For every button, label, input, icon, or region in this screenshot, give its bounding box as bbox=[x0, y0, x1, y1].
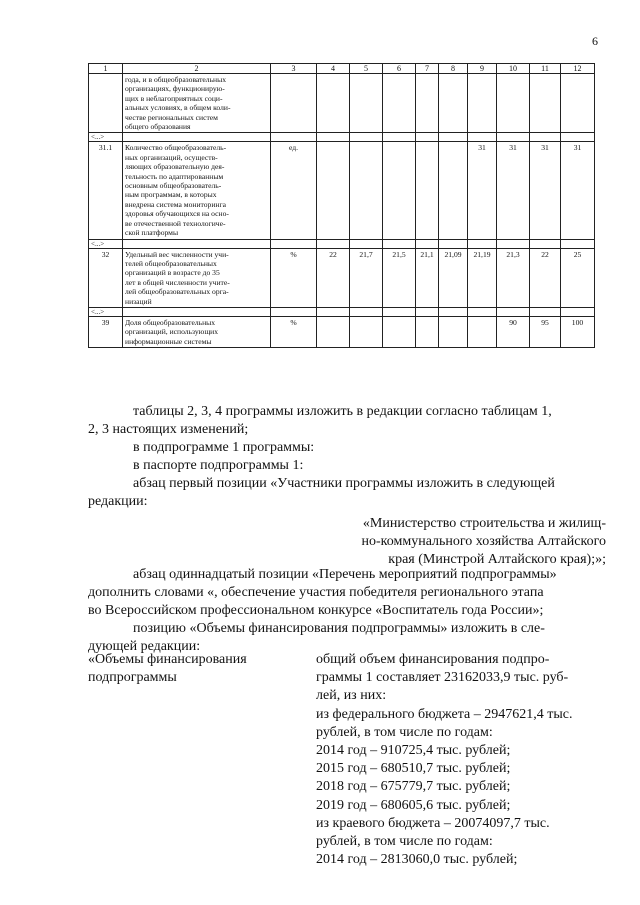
value-cell: 21,7 bbox=[350, 248, 383, 307]
indicators-table bbox=[88, 63, 595, 348]
indicator-text: Количество общеобразователь- ных организаций, осуществ- ляющих образовательную дея- тельность по адаптированным основным общеобразователь- ным программам, в которых внедрена система мониторинга здоровья обучающихся на осно- ве отечественной технологиче- ской платформы bbox=[123, 142, 271, 239]
paragraph-participants-cont: редакции: bbox=[88, 494, 148, 509]
header-cell: 2 bbox=[123, 64, 271, 74]
header-cell: 5 bbox=[350, 64, 383, 74]
header-cell: 11 bbox=[530, 64, 561, 74]
value-cell: 21,19 bbox=[468, 248, 497, 307]
header-cell: 6 bbox=[383, 64, 416, 74]
table-row bbox=[89, 74, 595, 133]
paragraph-eleventh: абзац одиннадцатый позиции «Перечень мероприятий подпрограммы» bbox=[133, 567, 557, 582]
paragraph-tables-cont: 2, 3 настоящих изменений; bbox=[88, 422, 249, 437]
unit-cell: ед. bbox=[271, 142, 317, 239]
header-cell: 8 bbox=[439, 64, 468, 74]
table-gap-row bbox=[89, 133, 595, 142]
financing-label: «Объемы финансирования подпрограммы bbox=[88, 652, 247, 686]
unit-cell: % bbox=[271, 248, 317, 307]
value-cell: 31 bbox=[468, 142, 497, 239]
value-cell: 21,1 bbox=[416, 248, 439, 307]
quote-block: «Министерство строительства и жилищ- но-коммунального хозяйства Алтайского края (Минстрой Алтайского края);»; bbox=[361, 516, 606, 568]
paragraph-volumes: позицию «Объемы финансирования подпрограммы» изложить в сле- bbox=[133, 621, 545, 636]
table-header-row bbox=[89, 64, 595, 74]
gap-marker: <...> bbox=[89, 307, 123, 316]
value-cell bbox=[317, 316, 350, 347]
value-cell: 31 bbox=[530, 142, 561, 239]
value-cell bbox=[439, 142, 468, 239]
row-number: 31.1 bbox=[89, 142, 123, 239]
unit-cell: % bbox=[271, 316, 317, 347]
value-cell: 22 bbox=[317, 248, 350, 307]
gap-marker: <...> bbox=[89, 133, 123, 142]
paragraph-subprogram: в подпрограмме 1 программы: bbox=[133, 440, 315, 455]
header-cell: 10 bbox=[497, 64, 530, 74]
indicator-text: Доля общеобразовательных организаций, использующих информационные системы bbox=[123, 316, 271, 347]
value-cell: 90 bbox=[497, 316, 530, 347]
paragraph-participants: абзац первый позиции «Участники программы изложить в следующей bbox=[133, 476, 555, 491]
value-cell bbox=[416, 316, 439, 347]
indicator-text: года, и в общеобразовательных организациях, функционирую- щих в неблагоприятных соци- альных условиях, в общем коли- честве региональных систем общего образования bbox=[123, 74, 271, 133]
value-cell bbox=[383, 316, 416, 347]
table-gap-row bbox=[89, 239, 595, 248]
value-cell bbox=[350, 316, 383, 347]
value-cell: 22 bbox=[530, 248, 561, 307]
table-gap-row bbox=[89, 307, 595, 316]
row-number: 32 bbox=[89, 248, 123, 307]
paragraph-eleventh-cont2: во Всероссийском профессиональном конкурсе «Воспитатель года России»; bbox=[88, 603, 544, 618]
header-cell: 12 bbox=[561, 64, 595, 74]
value-cell bbox=[468, 316, 497, 347]
paragraph-passport: в паспорте подпрограммы 1: bbox=[133, 458, 304, 473]
header-cell: 1 bbox=[89, 64, 123, 74]
value-cell: 21,09 bbox=[439, 248, 468, 307]
row-number: 39 bbox=[89, 316, 123, 347]
table-row bbox=[89, 142, 595, 239]
value-cell: 21,3 bbox=[497, 248, 530, 307]
paragraph-eleventh-cont1: дополнить словами «, обеспечение участия победителя регионального этапа bbox=[88, 585, 544, 600]
value-cell: 100 bbox=[561, 316, 595, 347]
header-cell: 7 bbox=[416, 64, 439, 74]
value-cell bbox=[350, 142, 383, 239]
paragraph-volumes-cont: дующей редакции: bbox=[88, 639, 201, 654]
header-cell: 3 bbox=[271, 64, 317, 74]
value-cell: 31 bbox=[497, 142, 530, 239]
header-cell: 9 bbox=[468, 64, 497, 74]
financing-details: общий объем финансирования подпро- граммы 1 составляет 23162033,9 тыс. руб- лей, из них: из федерального бюджета – 2947621,4 тыс. рублей, в том числе по годам: 2014 год – 910725,4 тыс. рублей; 2015 год – 680510,7 тыс. рублей; 2018 год – 675779,7 тыс. рублей; 2019 год – 680605,6 тыс. рублей; из краевого бюджета – 20074097,7 тыс. рублей, в том числе по годам: 2014 год – 2813060,0 тыс. рублей; bbox=[316, 652, 573, 868]
page-number: 6 bbox=[592, 34, 598, 48]
indicator-text: Удельный вес численности учи- телей общеобразовательных организаций в возрасте до 35 лет в общей численности учите- лей общеобразовательных орга- низаций bbox=[123, 248, 271, 307]
table-row bbox=[89, 316, 595, 347]
value-cell bbox=[416, 142, 439, 239]
gap-marker: <...> bbox=[89, 239, 123, 248]
value-cell bbox=[383, 142, 416, 239]
paragraph-tables: таблицы 2, 3, 4 программы изложить в редакции согласно таблицам 1, bbox=[133, 404, 552, 419]
value-cell bbox=[317, 142, 350, 239]
header-cell: 4 bbox=[317, 64, 350, 74]
table-row bbox=[89, 248, 595, 307]
value-cell bbox=[439, 316, 468, 347]
value-cell: 95 bbox=[530, 316, 561, 347]
value-cell: 21,5 bbox=[383, 248, 416, 307]
value-cell: 31 bbox=[561, 142, 595, 239]
value-cell: 25 bbox=[561, 248, 595, 307]
